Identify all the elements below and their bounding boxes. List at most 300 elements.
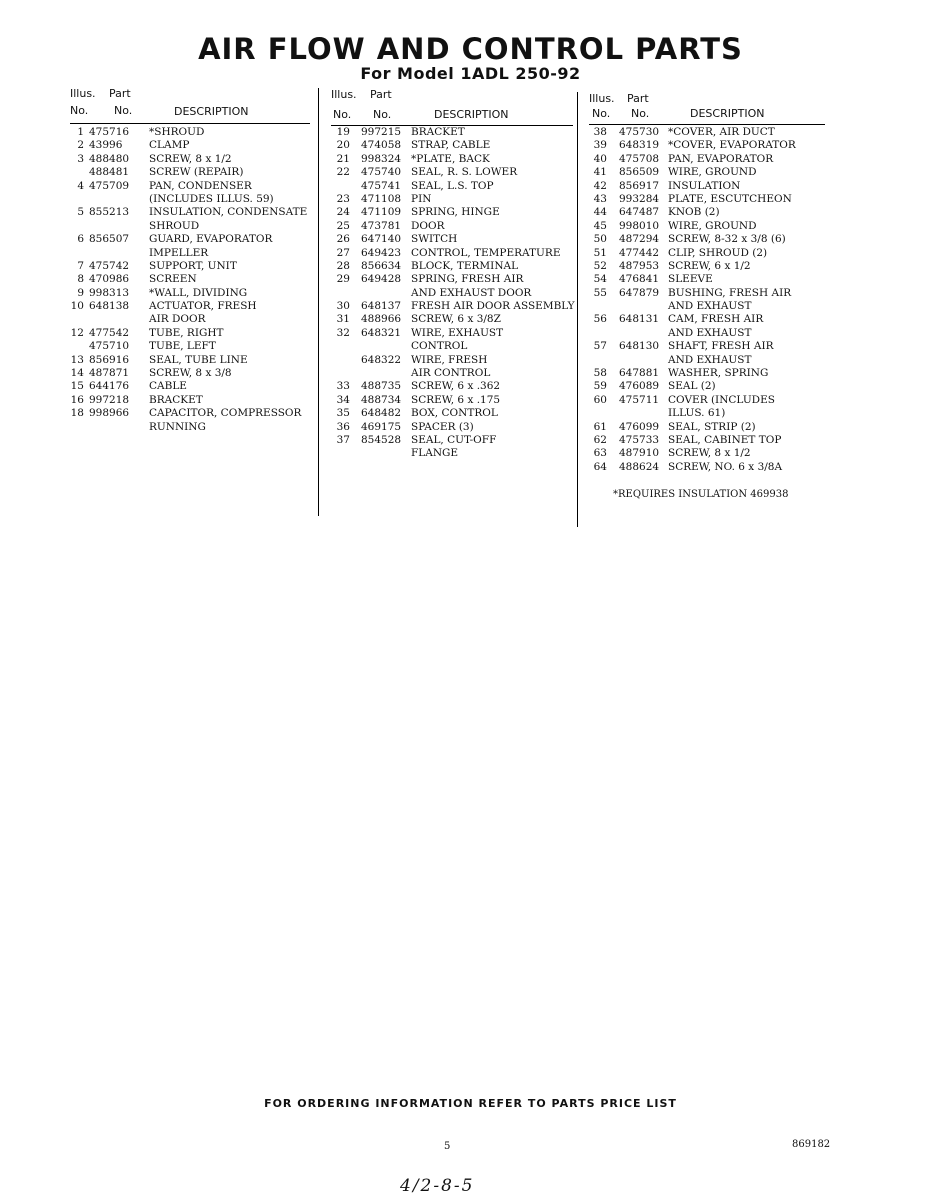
illus-number: 12 — [70, 326, 84, 339]
part-number: 475740 — [361, 166, 402, 179]
ordering-info-footer: FOR ORDERING INFORMATION REFER TO PARTS PRICE LIST — [264, 1097, 677, 1110]
part-row — [70, 407, 315, 420]
illus-number: 63 — [593, 447, 607, 460]
part-number: 648319 — [619, 139, 660, 152]
part-description: INSULATION — [668, 179, 741, 192]
part-description: BUSHING, FRESH AIR — [668, 286, 792, 299]
part-row — [589, 447, 829, 460]
part-number: 470986 — [89, 273, 130, 286]
part-row — [70, 193, 315, 206]
illus-number: 3 — [77, 152, 84, 165]
part-row — [331, 193, 576, 206]
header-rule-1 — [70, 123, 310, 124]
part-number: 487294 — [619, 233, 660, 246]
illus-number: 52 — [593, 259, 607, 272]
part-row — [589, 153, 829, 166]
part-description: KNOB (2) — [668, 206, 720, 219]
illus-number: 56 — [593, 313, 607, 326]
part-description: *WALL, DIVIDING — [149, 286, 248, 299]
illus-number: 42 — [593, 179, 607, 192]
illus-number: 43 — [593, 192, 607, 205]
illus-number: 13 — [70, 353, 84, 366]
part-description: SCREW, 6 x .362 — [411, 380, 501, 393]
parts-column-3 — [589, 86, 829, 474]
illus-number: 58 — [593, 367, 607, 380]
illus-label: Illus. — [70, 87, 96, 100]
part-number: 648322 — [361, 353, 402, 366]
parts-list — [589, 126, 829, 474]
part-number: 648321 — [361, 326, 402, 339]
part-number: 648482 — [361, 407, 402, 420]
part-description: SEAL (2) — [668, 380, 716, 393]
illus-no-label: No. — [592, 107, 611, 120]
part-description: SHAFT, FRESH AIR — [668, 340, 774, 353]
part-description: GUARD, EVAPORATOR — [149, 233, 273, 246]
part-description: SPRING, FRESH AIR — [411, 273, 524, 286]
part-row — [331, 233, 576, 246]
illus-number: 62 — [593, 433, 607, 446]
page-number: 5 — [444, 1141, 451, 1152]
part-description: SEAL, CUT-OFF — [411, 433, 497, 446]
part-description: CAPACITOR, COMPRESSOR — [149, 407, 302, 420]
header-rule-3 — [589, 124, 825, 125]
part-number: 998010 — [619, 219, 660, 232]
column-divider-2 — [577, 92, 578, 527]
part-description: WIRE, GROUND — [668, 219, 757, 232]
part-row — [70, 340, 315, 353]
header-rule-2 — [331, 125, 573, 126]
part-description: *SHROUD — [149, 126, 205, 138]
part-row — [70, 180, 315, 193]
part-row — [589, 260, 829, 273]
part-number: 647487 — [619, 206, 660, 219]
part-description: *COVER, EVAPORATOR — [668, 139, 796, 152]
illus-number: 38 — [593, 126, 607, 138]
part-number: 856509 — [619, 166, 660, 179]
part-number: 471108 — [361, 192, 402, 205]
part-row — [70, 273, 315, 286]
part-number: 649428 — [361, 273, 402, 286]
part-description: SCREW, 8 x 1/2 — [149, 152, 232, 165]
part-no-label: No. — [373, 108, 392, 121]
part-number: 488480 — [89, 152, 130, 165]
part-description: SEAL, L.S. TOP — [411, 179, 494, 192]
part-number: 487871 — [89, 367, 130, 380]
illus-number: 8 — [77, 273, 84, 286]
illus-number: 30 — [336, 300, 350, 313]
part-row — [589, 300, 829, 313]
part-row — [331, 300, 576, 313]
illus-number: 33 — [336, 380, 350, 393]
part-number: 647881 — [619, 367, 660, 380]
part-description: BRACKET — [149, 393, 203, 406]
part-number: 469175 — [361, 420, 402, 433]
part-number: 488734 — [361, 393, 402, 406]
part-label: Part — [109, 87, 131, 100]
part-number: 476841 — [619, 273, 660, 286]
part-description: BOX, CONTROL — [411, 407, 498, 420]
part-description: AND EXHAUST DOOR — [411, 286, 532, 299]
part-number: 856917 — [619, 179, 660, 192]
illus-no-label: No. — [70, 104, 89, 117]
illus-number: 64 — [593, 460, 607, 473]
part-number: 993284 — [619, 192, 660, 205]
illus-number: 22 — [336, 166, 350, 179]
part-row — [331, 421, 576, 434]
part-number: 476099 — [619, 420, 660, 433]
part-description: TUBE, RIGHT — [149, 326, 224, 339]
part-row — [70, 421, 315, 434]
part-row — [70, 313, 315, 326]
illus-number: 18 — [70, 407, 84, 420]
part-row — [70, 126, 315, 139]
illus-number: 57 — [593, 340, 607, 353]
parts-list — [70, 126, 315, 434]
part-row — [331, 260, 576, 273]
parts-list — [331, 126, 576, 461]
part-row — [70, 367, 315, 380]
part-description: PAN, CONDENSER — [149, 179, 252, 192]
part-row — [70, 233, 315, 246]
column-divider-1 — [318, 88, 319, 516]
part-row — [331, 394, 576, 407]
part-row — [331, 220, 576, 233]
part-description: SPACER (3) — [411, 420, 474, 433]
part-description: CAM, FRESH AIR — [668, 313, 764, 326]
part-row — [589, 273, 829, 286]
part-description: PLATE, ESCUTCHEON — [668, 192, 792, 205]
page-title: AIR FLOW AND CONTROL PARTS — [198, 32, 743, 66]
part-number: 998966 — [89, 407, 130, 420]
illus-number: 28 — [336, 259, 350, 272]
part-number: 475716 — [89, 126, 130, 138]
part-row — [331, 247, 576, 260]
part-description: SCREW, 8 x 3/8 — [149, 367, 232, 380]
part-number: 475708 — [619, 152, 660, 165]
illus-label: Illus. — [589, 92, 615, 105]
part-row — [70, 206, 315, 219]
part-row — [589, 139, 829, 152]
part-description: SCREW, 6 x 1/2 — [668, 259, 751, 272]
part-row — [331, 126, 576, 139]
part-number: 487953 — [619, 259, 660, 272]
part-description: CONTROL, TEMPERATURE — [411, 246, 561, 259]
part-row — [589, 233, 829, 246]
part-row — [70, 220, 315, 233]
illus-number: 41 — [593, 166, 607, 179]
part-description: AND EXHAUST — [668, 326, 752, 339]
part-row — [331, 327, 576, 340]
part-row — [589, 340, 829, 353]
part-row — [589, 407, 829, 420]
part-description: BLOCK, TERMINAL — [411, 259, 519, 272]
part-number: 647140 — [361, 233, 402, 246]
part-row — [70, 247, 315, 260]
part-row — [331, 180, 576, 193]
part-description: CLIP, SHROUD (2) — [668, 246, 768, 259]
part-row — [589, 126, 829, 139]
part-row — [70, 300, 315, 313]
part-row — [331, 407, 576, 420]
part-description: SEAL, TUBE LINE — [149, 353, 248, 366]
illus-number: 19 — [336, 126, 350, 138]
part-description: *COVER, AIR DUCT — [668, 126, 775, 138]
part-description: SWITCH — [411, 233, 458, 246]
illus-label: Illus. — [331, 88, 357, 101]
column-header — [589, 86, 829, 126]
part-number: 648130 — [619, 340, 660, 353]
illus-number: 59 — [593, 380, 607, 393]
description-label: DESCRIPTION — [690, 107, 765, 120]
part-row — [331, 367, 576, 380]
illus-number: 37 — [336, 433, 350, 446]
part-row — [589, 313, 829, 326]
illus-number: 39 — [593, 139, 607, 152]
part-number: 649423 — [361, 246, 402, 259]
part-number: 855213 — [89, 206, 130, 219]
part-number: 998313 — [89, 286, 130, 299]
part-no-label: No. — [631, 107, 650, 120]
part-row — [331, 153, 576, 166]
part-row — [589, 287, 829, 300]
part-row — [331, 380, 576, 393]
document-code: 869182 — [792, 1139, 831, 1150]
part-description: SCREW, NO. 6 x 3/8A — [668, 460, 783, 473]
part-description: INSULATION, CONDENSATE — [149, 206, 308, 219]
part-description: SEAL, CABINET TOP — [668, 433, 782, 446]
illus-number: 21 — [336, 152, 350, 165]
illus-number: 10 — [70, 300, 84, 313]
part-description: SHROUD — [149, 219, 200, 232]
illus-number: 15 — [70, 380, 84, 393]
part-description: SCREW, 6 x .175 — [411, 393, 501, 406]
illus-number: 24 — [336, 206, 350, 219]
part-row — [589, 380, 829, 393]
parts-column-2 — [331, 86, 576, 461]
part-number: 648138 — [89, 300, 130, 313]
part-number: 477442 — [619, 246, 660, 259]
illus-number: 2 — [77, 139, 84, 152]
part-number: 475733 — [619, 433, 660, 446]
illus-number: 51 — [593, 246, 607, 259]
part-row — [331, 166, 576, 179]
part-row — [589, 327, 829, 340]
parts-column-1 — [70, 86, 315, 434]
illus-number: 23 — [336, 192, 350, 205]
part-description: PAN, EVAPORATOR — [668, 152, 774, 165]
illus-number: 55 — [593, 286, 607, 299]
illus-number: 26 — [336, 233, 350, 246]
part-row — [70, 394, 315, 407]
part-description: *PLATE, BACK — [411, 152, 490, 165]
part-number: 998324 — [361, 152, 402, 165]
part-no-label: No. — [114, 104, 133, 117]
part-description: CABLE — [149, 380, 187, 393]
part-number: 475741 — [361, 179, 402, 192]
part-description: ACTUATOR, FRESH — [149, 300, 257, 313]
part-description: SCREW, 8-32 x 3/8 (6) — [668, 233, 786, 246]
part-number: 475710 — [89, 340, 130, 353]
part-description: SEAL, R. S. LOWER — [411, 166, 518, 179]
part-label: Part — [627, 92, 649, 105]
part-row — [589, 394, 829, 407]
part-number: 648137 — [361, 300, 402, 313]
part-row — [589, 206, 829, 219]
part-number: 477542 — [89, 326, 130, 339]
part-row — [70, 153, 315, 166]
illus-number: 34 — [336, 393, 350, 406]
part-number: 997215 — [361, 126, 402, 138]
part-description: BRACKET — [411, 126, 465, 138]
insulation-note: *REQUIRES INSULATION 469938 — [613, 489, 789, 500]
illus-number: 54 — [593, 273, 607, 286]
part-number: 476089 — [619, 380, 660, 393]
part-row — [331, 287, 576, 300]
part-description: RUNNING — [149, 420, 206, 433]
part-description: SCREW, 8 x 1/2 — [668, 447, 751, 460]
part-row — [331, 206, 576, 219]
column-header — [331, 86, 576, 126]
illus-number: 14 — [70, 367, 84, 380]
part-description: SUPPORT, UNIT — [149, 259, 237, 272]
description-label: DESCRIPTION — [434, 108, 509, 121]
part-description: CLAMP — [149, 139, 190, 152]
part-label: Part — [370, 88, 392, 101]
part-description: SEAL, STRIP (2) — [668, 420, 756, 433]
illus-number: 45 — [593, 219, 607, 232]
part-row — [589, 461, 829, 474]
part-row — [589, 180, 829, 193]
illus-number: 50 — [593, 233, 607, 246]
illus-number: 36 — [336, 420, 350, 433]
illus-number: 16 — [70, 393, 84, 406]
part-number: 487910 — [619, 447, 660, 460]
illus-number: 6 — [77, 233, 84, 246]
part-number: 474058 — [361, 139, 402, 152]
part-row — [331, 434, 576, 447]
description-label: DESCRIPTION — [174, 105, 249, 118]
part-number: 488624 — [619, 460, 660, 473]
part-row — [70, 260, 315, 273]
part-description: WIRE, FRESH — [411, 353, 488, 366]
illus-number: 9 — [77, 286, 84, 299]
part-number: 644176 — [89, 380, 130, 393]
part-description: WASHER, SPRING — [668, 367, 769, 380]
part-number: 488481 — [89, 166, 130, 179]
part-row — [589, 247, 829, 260]
part-description: AIR DOOR — [149, 313, 206, 326]
part-description: STRAP, CABLE — [411, 139, 491, 152]
part-number: 475709 — [89, 179, 130, 192]
part-number: 856507 — [89, 233, 130, 246]
part-number: 475730 — [619, 126, 660, 138]
part-row — [70, 380, 315, 393]
part-row — [70, 287, 315, 300]
illus-number: 44 — [593, 206, 607, 219]
illus-number: 7 — [77, 259, 84, 272]
part-number: 997218 — [89, 393, 130, 406]
part-row — [331, 273, 576, 286]
part-row — [589, 220, 829, 233]
part-number: 856634 — [361, 259, 402, 272]
part-row — [331, 340, 576, 353]
part-description: WIRE, EXHAUST — [411, 326, 504, 339]
part-row — [70, 139, 315, 152]
part-description: SPRING, HINGE — [411, 206, 500, 219]
illus-number: 20 — [336, 139, 350, 152]
part-number: 854528 — [361, 433, 402, 446]
illus-number: 29 — [336, 273, 350, 286]
part-number: 488966 — [361, 313, 402, 326]
illus-number: 60 — [593, 393, 607, 406]
illus-number: 35 — [336, 407, 350, 420]
part-row — [70, 327, 315, 340]
illus-number: 32 — [336, 326, 350, 339]
part-description: AND EXHAUST — [668, 300, 752, 313]
illus-number: 27 — [336, 246, 350, 259]
part-row — [589, 421, 829, 434]
illus-number: 61 — [593, 420, 607, 433]
part-number: 647879 — [619, 286, 660, 299]
part-description: PIN — [411, 192, 432, 205]
part-description: SCREW (REPAIR) — [149, 166, 244, 179]
part-number: 475742 — [89, 259, 130, 272]
part-row — [589, 434, 829, 447]
handwritten-annotation: 4/2-8-5 — [400, 1176, 475, 1196]
part-row — [70, 354, 315, 367]
part-number: 648131 — [619, 313, 660, 326]
illus-number: 1 — [77, 126, 84, 138]
part-row — [331, 447, 576, 460]
part-description: SCREEN — [149, 273, 197, 286]
part-description: TUBE, LEFT — [149, 340, 216, 353]
part-row — [331, 139, 576, 152]
part-number: 473781 — [361, 219, 402, 232]
part-row — [331, 313, 576, 326]
part-number: 471109 — [361, 206, 402, 219]
page-subtitle: For Model 1ADL 250-92 — [360, 64, 581, 83]
part-row — [589, 193, 829, 206]
illus-no-label: No. — [333, 108, 352, 121]
illus-number: 25 — [336, 219, 350, 232]
part-description: AIR CONTROL — [411, 367, 491, 380]
part-description: WIRE, GROUND — [668, 166, 757, 179]
part-description: DOOR — [411, 219, 445, 232]
column-header — [70, 86, 315, 126]
part-description: FLANGE — [411, 447, 459, 460]
part-description: ILLUS. 61) — [668, 407, 726, 420]
part-description: FRESH AIR DOOR ASSEMBLY — [411, 300, 575, 313]
illus-number: 31 — [336, 313, 350, 326]
part-row — [70, 166, 315, 179]
part-description: AND EXHAUST — [668, 353, 752, 366]
part-row — [331, 354, 576, 367]
part-number: 475711 — [619, 393, 660, 406]
part-description: COVER (INCLUDES — [668, 393, 775, 406]
part-number: 856916 — [89, 353, 130, 366]
part-number: 43996 — [89, 139, 123, 152]
part-description: SLEEVE — [668, 273, 713, 286]
illus-number: 4 — [77, 179, 84, 192]
part-description: IMPELLER — [149, 246, 209, 259]
part-number: 488735 — [361, 380, 402, 393]
part-row — [589, 354, 829, 367]
part-description: SCREW, 6 x 3/8Z — [411, 313, 501, 326]
part-description: CONTROL — [411, 340, 468, 353]
illus-number: 5 — [77, 206, 84, 219]
part-row — [589, 367, 829, 380]
part-description: (INCLUDES ILLUS. 59) — [149, 192, 274, 205]
